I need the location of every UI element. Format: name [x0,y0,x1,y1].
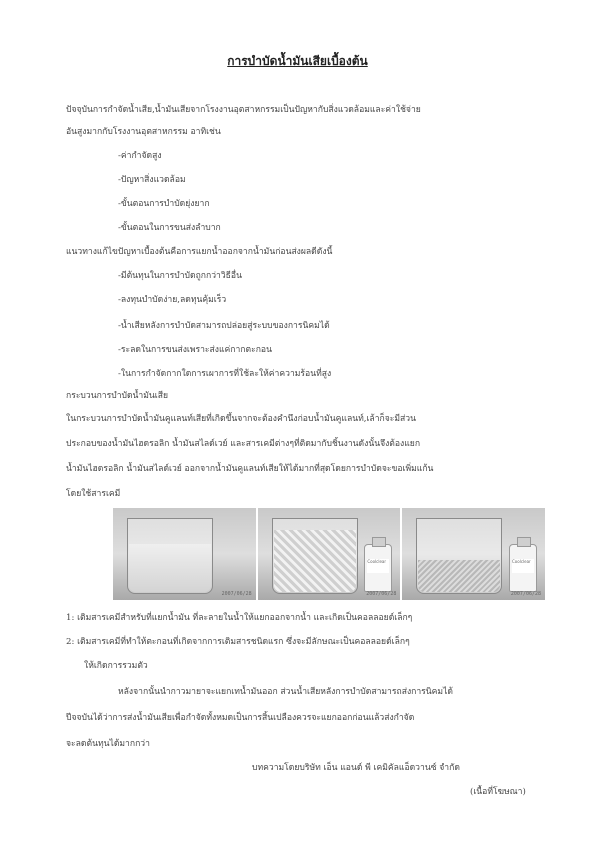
benefit-item: -น้ำเสียหลังการบำบัดสามารถปล่อยสู่ระบบของการนิคมได้ [118,321,330,331]
benefit-item: -ระลดในการขนส่งเพราะส่งแค่กากตะกอน [118,345,272,355]
photo-strip [113,508,545,600]
process-line: ในกระบวนการบำบัดน้ำมันคูแลนท์เสียที่เกิดขึ้นจากจะต้องคำนึงก่อบน้ำมันคูแลนท์,เล้าก็จะมีส่วน [66,414,416,424]
conclusion-line: จะลดต้นทุนได้มากกว่า [66,739,150,749]
conclusion-line: หลังจากนั้นนำกาวมายาจะแยกเทน้ำมันออก ส่วนน้ำเสียหลังการบำบัดสามารถส่งการนิคมได้ [118,687,453,697]
note-line: 2: เติมสารเคมีที่ทำให้ตะกอนที่เกิดจากการเติมสารชนิดแรก ซึ่งจะมีลักษณะเป็นคอลลอยด์เล็กๆ [66,637,410,647]
chemical-bottle [509,544,537,592]
photo-beaker-1 [113,508,256,600]
photo-timestamp: 2007/06/28 [366,591,397,597]
chemical-bottle [364,544,392,592]
photo-beaker-3 [402,508,545,600]
publisher-credit: (เนื้อที่โฆษณา) [470,787,526,797]
problem-item: -ขั้นตอนในการขนส่งลำบาก [118,223,221,233]
conclusion-line: ปีจจบันได้ว่าการส่งน้ำมันเสียเพื่อกำจัดทั้งหมดเป็นการสิ้นเปลืองควรจะแยกออกก่อนแล้วส่งกำจัด [66,713,415,723]
beaker [127,518,213,594]
intro-line: ปัจจุบันการกำจัดน้ำเสีย,น้ำมันเสียจากโรงงานอุตสาหกรรมเป็นปัญหากับสิ่งแวดล้อมและค่าใช้จ่าย [66,105,421,115]
note-line: 1: เติมสารเคมีสำหรับที่แยกน้ำมัน ที่ละลายในน้ำให้แยกออกจากน้ำ และเกิดเป็นคอลลอยด์เล็กๆ [66,613,413,623]
benefit-item: -ลงทุนบำบัดง่าย,ลดทุนคุ้มเร็ว [118,295,227,305]
solution-intro: แนวทางแก้ไขปัญหาเบื้องต้นคือการแยกน้ำออกจากน้ำมันก่อนส่งผลดีดังนี้ [66,247,333,257]
process-line: โดยใช้สารเคมี [66,489,121,499]
benefit-item: -ในการกำจัดกากใดการเผาการที่ใช้ละให้ค่าความร้อนที่สูง [118,369,332,379]
intro-line: อันสูงมากกับโรงงานอุตสาหกรรม อาทิเช่น [66,127,221,137]
problem-item: -ปัญหาสิ่งแวดล้อม [118,175,186,185]
document-title: การบำบัดน้ำมันเสียเบื้องต้น [227,54,368,68]
photo-timestamp: 2007/06/28 [221,591,252,597]
beaker [272,518,358,594]
process-line: น้ำมันไฮดรอลิก น้ำมันสไลด์เวย์ ออกจากน้ำมันคูแลนท์เสียให้ได้มากที่สุดโดยการบำบัดจะขอเพิ่มแก้น [66,464,434,474]
photo-beaker-2 [258,508,401,600]
beaker [416,518,502,594]
bottle-label: Coolclear [512,559,534,573]
problem-item: -ค่ากำจัดสูง [118,151,162,161]
note-line: ให้เกิดการรวมตัว [84,661,148,671]
photo-timestamp: 2007/06/28 [510,591,542,597]
benefit-item: -มีต้นทุนในการบำบัดถูกกว่าวิธีอื่น [118,271,242,281]
bottle-label: Coolclear [367,559,389,573]
process-line: ประกอบของน้ำมันไฮดรอลิก น้ำมันสไลด์เวย์ และสารเคมีต่างๆที่ติดมากับชิ้นงานดังนั้นจึงต้องแยก [66,439,421,449]
process-heading: กระบวนการบำบัดน้ำมันเสีย [66,391,169,401]
problem-item: -ขั้นตอนการบำบัดยุ่งยาก [118,199,210,209]
author-credit: บทความโดยบริษัท เอ็น แอนด์ พี เคมิคัลแอ็ดวานซ์ จำกัด [252,763,460,773]
